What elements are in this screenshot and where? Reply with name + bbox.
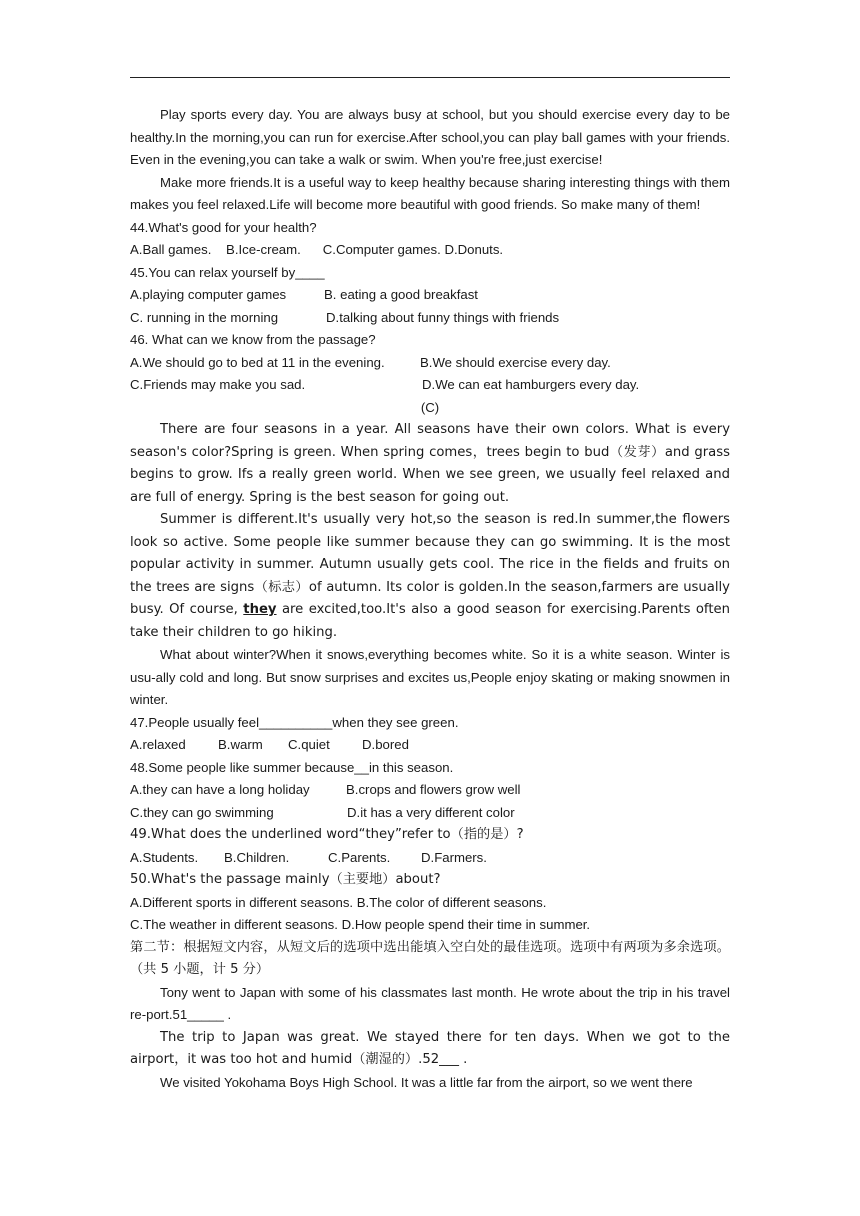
question-46-stem: 46. What can we know from the passage? bbox=[130, 332, 376, 347]
question-48-stem: 48.Some people like summer because__in this season. bbox=[130, 759, 454, 775]
option-c: C.they can go swimming bbox=[130, 804, 274, 820]
option-c: C.Friends may make you sad. bbox=[130, 377, 306, 392]
option-b: B.Children. bbox=[224, 849, 290, 865]
option-d: D.bored bbox=[362, 737, 409, 752]
document-page bbox=[130, 104, 730, 1094]
question-44-stem: 44.What's good for your health? bbox=[130, 219, 317, 235]
question-48-options-cd bbox=[130, 802, 730, 825]
option-d: D.We can eat hamburgers every day. bbox=[422, 377, 640, 392]
question-45-options-ab bbox=[130, 284, 730, 307]
option-a: A.We should go to bed at 11 in the evening. bbox=[130, 354, 385, 370]
option-a: A.Ball games. bbox=[130, 242, 212, 257]
option-c: C. running in the morning bbox=[130, 309, 279, 325]
option-b: B.warm bbox=[218, 737, 263, 752]
passage-d-paragraph: The trip to Japan was great. We stayed there for ten days. When we got to the airport，it was too hot and humid（潮湿的）.52___ . bbox=[130, 1029, 730, 1067]
question-46-options-cd bbox=[130, 374, 730, 397]
option-c: C.quiet bbox=[288, 737, 330, 752]
passage-d-paragraph: We visited Yokohama Boys High School. It was a little far from the airport, so we went there bbox=[160, 1074, 693, 1090]
question-50-options-ab bbox=[130, 892, 730, 915]
option-b: B.The color of different seasons. bbox=[356, 894, 547, 910]
question-45-options-cd bbox=[130, 307, 730, 330]
option-a: A.playing computer games bbox=[130, 287, 287, 302]
option-a: A.relaxed bbox=[130, 737, 186, 752]
question-50-stem: 50.What's the passage mainly（主要地）about? bbox=[130, 872, 441, 887]
question-47-stem: 47.People usually feel__________when they see green. bbox=[130, 714, 459, 730]
option-b: B.crops and flowers grow well bbox=[346, 782, 521, 797]
option-d: D.Donuts. bbox=[444, 242, 504, 257]
option-d: D.it has a very different color bbox=[347, 804, 515, 820]
option-c: C.Parents. bbox=[328, 849, 391, 865]
option-b: B.Ice-cream. bbox=[226, 242, 301, 257]
option-c: C.The weather in different seasons. bbox=[130, 917, 338, 932]
passage-b-paragraph: Play sports every day. You are always busy at school, but you should exercise every day to be healthy.In the morning,you can run for exercise.After school,you can play ball games with your friends. Even in the evening,you can take a walk or swim. When you're free,just exercise! bbox=[130, 107, 730, 167]
option-b: B. eating a good breakfast bbox=[324, 287, 478, 302]
option-c: C.Computer games. bbox=[322, 242, 441, 257]
question-49-options bbox=[130, 847, 730, 870]
question-44-options bbox=[130, 239, 730, 262]
question-49-stem: 49.What does the underlined word“they”refer to（指的是）? bbox=[130, 827, 524, 842]
option-a: A.Different sports in different seasons. bbox=[130, 894, 354, 910]
underlined-word: they bbox=[243, 602, 277, 617]
passage-b-paragraph: Make more friends.It is a useful way to keep healthy because sharing interesting things with them makes you feel relaxed.Life will become more beautiful with good friends. So make many of them! bbox=[130, 174, 730, 212]
option-a: A.Students. bbox=[130, 849, 199, 865]
question-45-stem: 45.You can relax yourself by____ bbox=[130, 264, 325, 280]
option-b: B.We should exercise every day. bbox=[420, 354, 611, 370]
option-d: D.talking about funny things with friends bbox=[326, 309, 560, 325]
passage-c-paragraph: Summer is different.It's usually very hot,so the season is red.In summer,the flowers look so active. Some people like summer because they can go swimming. It is the most popular activity in summer. Autumn usually gets cool. The rice in the fields and fruits on the trees are signs（标志）of autumn. Its color is golden.In the season,farmers are usually busy. Of course, they are excited,too.It's also a good season for exercising.Parents often take their children to go hiking. bbox=[130, 512, 730, 640]
question-47-options bbox=[130, 734, 730, 757]
option-d: D.How people spend their time in summer. bbox=[341, 917, 591, 932]
section-c-label: (C) bbox=[420, 399, 440, 415]
header-rule bbox=[130, 77, 730, 78]
passage-c-paragraph: There are four seasons in a year. All seasons have their own colors. What is every season's color?Spring is green. When spring comes，trees begin to bud（发芽）and grass begins to grow. Ifs a really green world. When we see green, we usually feel relaxed and are full of energy. Spring is the best season for going out. bbox=[130, 422, 730, 505]
question-48-options-ab bbox=[130, 779, 730, 802]
question-50-options-cd bbox=[130, 914, 730, 937]
option-d: D.Farmers. bbox=[421, 849, 487, 865]
passage-d-paragraph: Tony went to Japan with some of his classmates last month. He wrote about the trip in his travel re-port.51_____ . bbox=[130, 984, 730, 1022]
question-46-options-ab bbox=[130, 352, 730, 375]
section-2-heading: 第二节：根据短文内容，从短文后的选项中选出能填入空白处的最佳选项。选项中有两项为多余选项。（共 5 小题，计 5 分） bbox=[130, 939, 730, 977]
passage-c-paragraph: What about winter?When it snows,everything becomes white. So it is a white season. Winter is usu-ally cold and long. But snow surprises and excites us,People enjoy skating or making snowmen in winter. bbox=[130, 647, 730, 707]
option-a: A.they can have a long holiday bbox=[130, 782, 310, 797]
